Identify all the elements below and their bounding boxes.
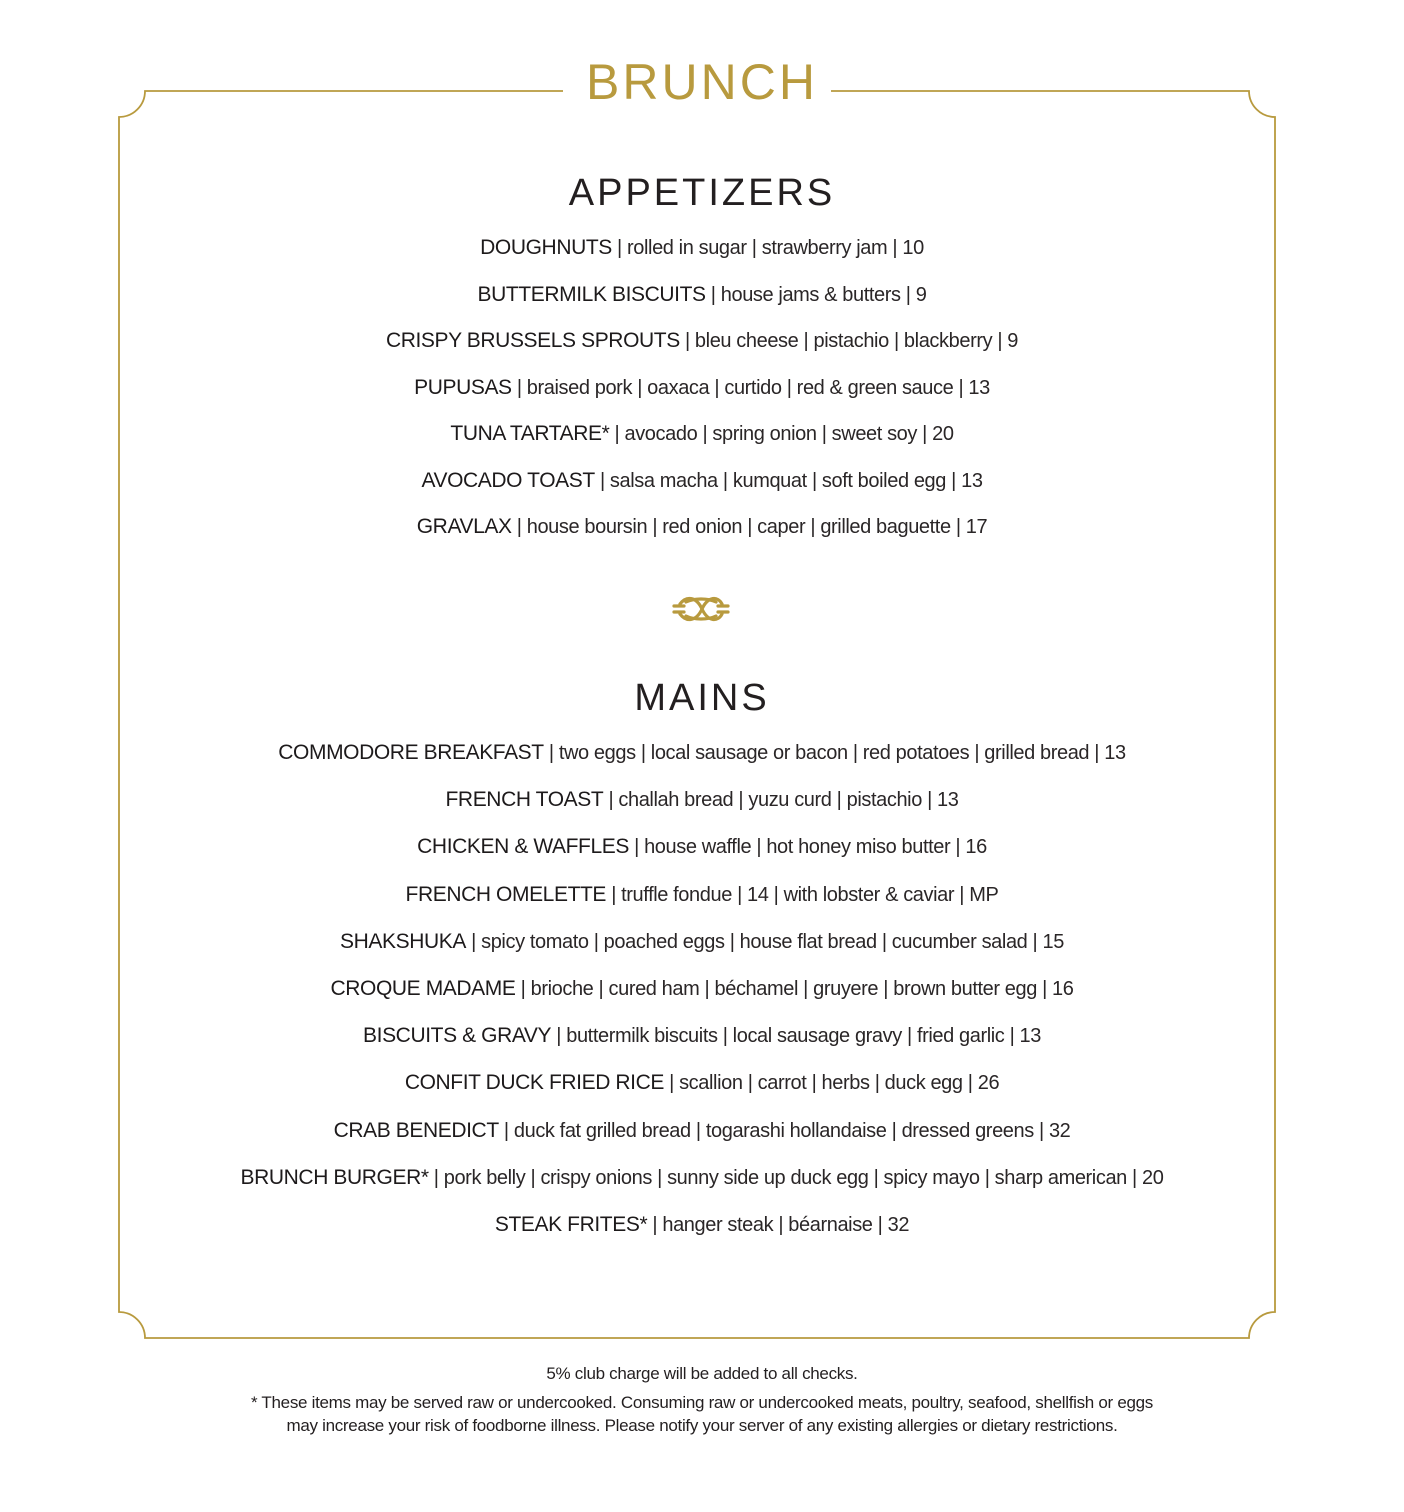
item-name: CRAB BENEDICT — [333, 1118, 499, 1142]
item-name: CROQUE MADAME — [330, 976, 516, 1000]
item-name: BRUNCH BURGER* — [240, 1165, 429, 1189]
item-description: | brioche | cured ham | béchamel | gruyere | brown butter egg | 16 — [515, 977, 1074, 1000]
item-name: COMMODORE BREAKFAST — [278, 741, 544, 764]
item-description: | scallion | carrot | herbs | duck egg | 26 — [663, 1072, 1000, 1095]
item-description: | house waffle | hot honey miso butter | 16 — [628, 836, 987, 859]
menu-item — [278, 737, 1125, 784]
item-name: CHICKEN & WAFFLES — [417, 835, 629, 859]
menu-item — [340, 926, 1064, 973]
item-name: FRENCH TOAST — [445, 788, 604, 812]
menu-item — [406, 879, 999, 926]
menu-item — [495, 1209, 909, 1256]
item-description: | braised pork | oaxaca | curtido | red & green sauce | 13 — [511, 376, 990, 399]
item-name: AVOCADO TOAST — [421, 468, 595, 492]
mains-heading: MAINS — [634, 677, 770, 719]
menu-item — [417, 831, 987, 878]
item-name: BUTTERMILK BISCUITS — [477, 282, 706, 306]
item-description: | pork belly | crispy onions | sunny side up duck egg | spicy mayo | sharp american | 20 — [428, 1166, 1164, 1189]
item-description: | duck fat grilled bread | togarashi hollandaise | dressed greens | 32 — [498, 1119, 1071, 1142]
item-description: | rolled in sugar | strawberry jam | 10 — [611, 237, 924, 259]
menu-item — [386, 325, 1018, 372]
menu-item — [405, 1067, 999, 1114]
item-name: TUNA TARTARE* — [450, 422, 610, 445]
club-charge-note: 5% club charge will be added to all checks. — [546, 1364, 858, 1383]
menu-item — [241, 1162, 1164, 1209]
item-description: | house jams & butters | 9 — [705, 283, 927, 306]
item-description: | challah bread | yuzu curd | pistachio | 13 — [603, 789, 959, 812]
item-name: FRENCH OMELETTE — [405, 882, 607, 906]
item-name: GRAVLAX — [416, 515, 512, 538]
item-description: | buttermilk biscuits | local sausage gravy | fried garlic | 13 — [551, 1025, 1041, 1048]
raw-food-warning — [0, 1391, 1404, 1437]
item-description: | two eggs | local sausage or bacon | red potatoes | grilled bread | 13 — [543, 742, 1126, 764]
warning-line-2: may increase your risk of foodborne illness. Please notify your server of any existing allergies or dietary restrictions. — [286, 1416, 1118, 1435]
menu-item — [417, 511, 988, 558]
knot-icon — [672, 593, 730, 625]
menu-item — [446, 784, 959, 831]
menu-item — [450, 418, 953, 465]
item-name: BISCUITS & GRAVY — [363, 1024, 552, 1048]
menu-item — [421, 465, 982, 512]
appetizers-list — [0, 232, 1404, 558]
menu-item — [480, 232, 924, 279]
item-name: PUPUSAS — [414, 375, 512, 399]
item-description: | bleu cheese | pistachio | blackberry | 9 — [679, 330, 1019, 352]
mains-list — [0, 737, 1404, 1256]
item-name: SHAKSHUKA — [340, 929, 466, 953]
menu-item — [334, 1115, 1071, 1162]
item-description: | salsa macha | kumquat | soft boiled egg | 13 — [594, 469, 983, 492]
item-description: | hanger steak | béarnaise | 32 — [647, 1213, 910, 1236]
item-name: CONFIT DUCK FRIED RICE — [404, 1071, 664, 1095]
warning-line-1: * These items may be served raw or undercooked. Consuming raw or undercooked meats, poultry, seafood, shellfish or eggs — [251, 1393, 1153, 1412]
item-name: CRISPY BRUSSELS SPROUTS — [385, 329, 680, 352]
item-name: STEAK FRITES* — [494, 1212, 648, 1236]
item-description: | spicy tomato | poached eggs | house flat bread | cucumber salad | 15 — [466, 930, 1064, 953]
menu-item — [478, 279, 927, 326]
menu-item — [363, 1020, 1041, 1067]
menu-item — [331, 973, 1074, 1020]
item-name: DOUGHNUTS — [480, 236, 612, 259]
item-description: | house boursin | red onion | caper | grilled baguette | 17 — [511, 516, 988, 538]
item-description: | truffle fondue | 14 | with lobster & caviar | MP — [606, 883, 999, 906]
page-title: BRUNCH — [586, 54, 818, 110]
item-description: | avocado | spring onion | sweet soy | 20 — [609, 423, 954, 445]
menu-item — [414, 372, 990, 419]
appetizers-heading: APPETIZERS — [568, 172, 836, 214]
